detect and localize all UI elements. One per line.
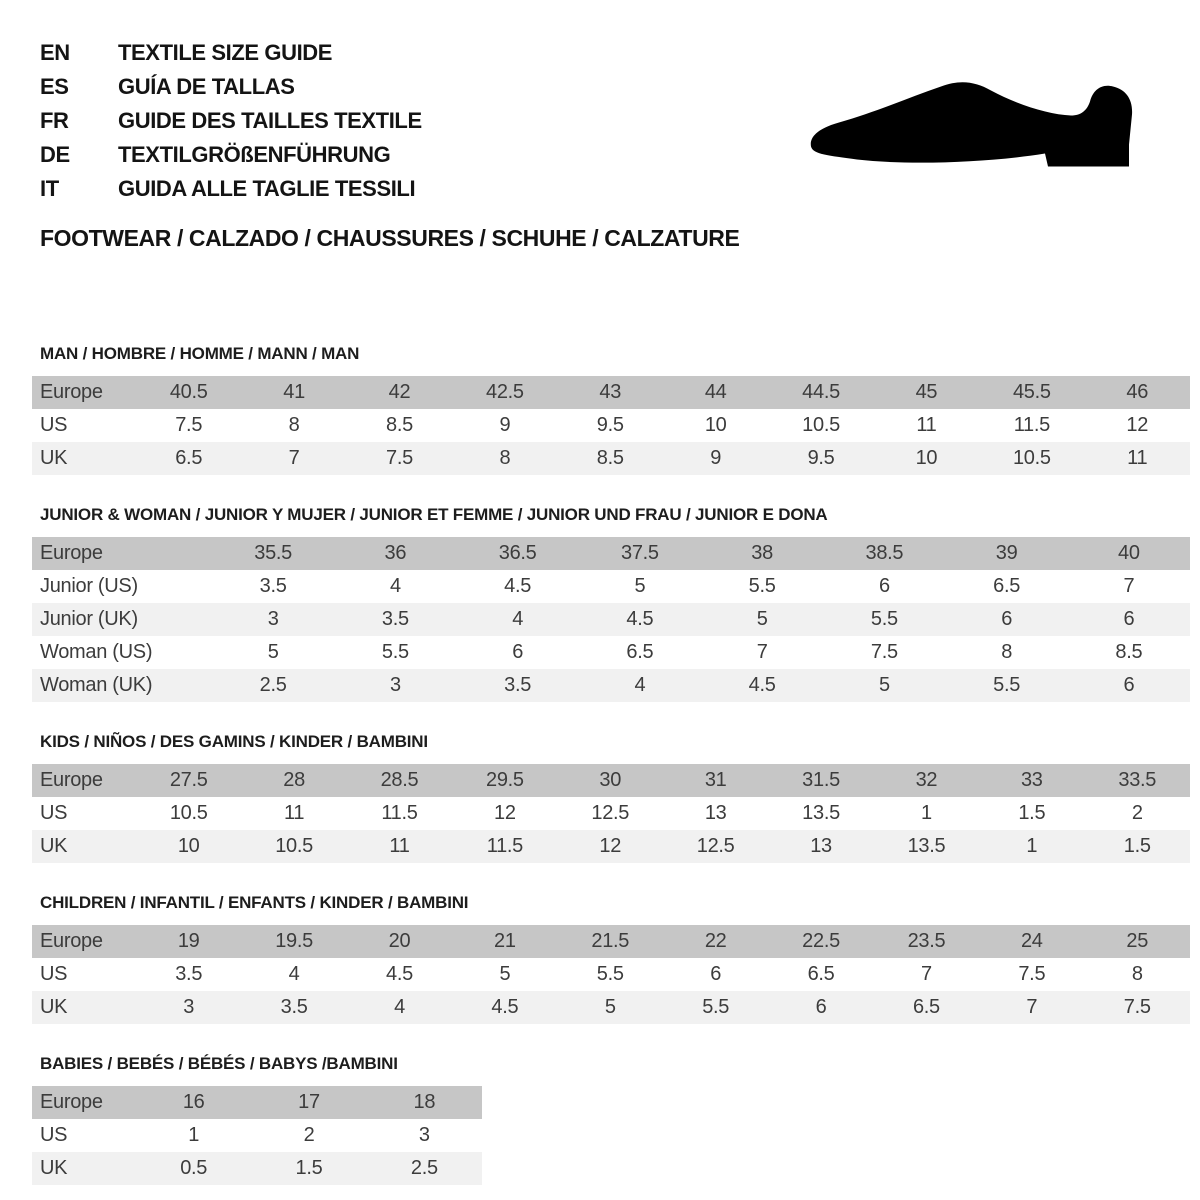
size-value: 10.5 <box>136 797 241 830</box>
size-value: 3.5 <box>334 603 456 636</box>
size-value: 25 <box>1085 925 1190 958</box>
size-value: 4.5 <box>701 669 823 702</box>
kids-size-table <box>32 764 1190 863</box>
junior-woman-row-junior-uk <box>32 603 1190 636</box>
size-value: 29.5 <box>452 764 557 797</box>
size-value: 41 <box>241 376 346 409</box>
babies-row-uk <box>32 1152 482 1185</box>
size-value: 10 <box>874 442 979 475</box>
row-label: Europe <box>32 764 136 797</box>
size-value: 40.5 <box>136 376 241 409</box>
size-value: 30 <box>558 764 663 797</box>
man-size-table <box>32 376 1190 475</box>
size-value: 5 <box>212 636 334 669</box>
size-value: 11.5 <box>979 409 1084 442</box>
size-value: 7 <box>701 636 823 669</box>
size-value: 3.5 <box>241 991 346 1024</box>
size-value: 31.5 <box>768 764 873 797</box>
size-value: 19.5 <box>241 925 346 958</box>
size-value: 21.5 <box>558 925 663 958</box>
row-label: UK <box>32 1152 136 1185</box>
size-value: 2 <box>1085 797 1190 830</box>
size-value: 3.5 <box>457 669 579 702</box>
size-value: 42 <box>347 376 452 409</box>
size-value: 4 <box>334 570 456 603</box>
size-value: 23.5 <box>874 925 979 958</box>
lang-code-es: ES <box>40 74 69 99</box>
size-value: 5 <box>579 570 701 603</box>
section-man-title: MAN / HOMBRE / HOMME / MANN / MAN <box>40 344 360 363</box>
size-value: 5.5 <box>663 991 768 1024</box>
lang-title-de: TEXTILGRÖßENFÜHRUNG <box>118 142 391 167</box>
size-value: 6 <box>1068 669 1190 702</box>
junior-woman-row-europe <box>32 537 1190 570</box>
size-value: 4 <box>579 669 701 702</box>
size-value: 6.5 <box>579 636 701 669</box>
children-row-us <box>32 958 1190 991</box>
junior-woman-size-table <box>32 537 1190 702</box>
children-row-europe <box>32 925 1190 958</box>
babies-size-table <box>32 1086 482 1185</box>
size-value: 6 <box>663 958 768 991</box>
size-value: 6.5 <box>768 958 873 991</box>
size-value: 3.5 <box>212 570 334 603</box>
size-value: 11 <box>1085 442 1190 475</box>
lang-code-it: IT <box>40 176 59 201</box>
size-value: 7.5 <box>347 442 452 475</box>
size-value: 3 <box>212 603 334 636</box>
size-value: 9.5 <box>558 409 663 442</box>
row-label: US <box>32 958 136 991</box>
lang-title-fr: GUIDE DES TAILLES TEXTILE <box>118 108 422 133</box>
size-value: 44 <box>663 376 768 409</box>
size-value: 35.5 <box>212 537 334 570</box>
size-value: 7 <box>241 442 346 475</box>
section-babies-title: BABIES / BEBÉS / BÉBÉS / BABYS /BAMBINI <box>40 1054 398 1073</box>
size-value: 10.5 <box>241 830 346 863</box>
size-value: 11 <box>874 409 979 442</box>
size-value: 2.5 <box>367 1152 482 1185</box>
row-label: Europe <box>32 537 212 570</box>
size-value: 8.5 <box>347 409 452 442</box>
size-value: 7.5 <box>979 958 1084 991</box>
size-value: 10.5 <box>979 442 1084 475</box>
size-value: 5 <box>823 669 945 702</box>
size-value: 8 <box>241 409 346 442</box>
section-junior-woman-title: JUNIOR & WOMAN / JUNIOR Y MUJER / JUNIOR ET FEMME / JUNIOR UND FRAU / JUNIOR E DONA <box>40 505 828 524</box>
size-value: 3 <box>136 991 241 1024</box>
size-value: 16 <box>136 1086 251 1119</box>
size-value: 1.5 <box>251 1152 366 1185</box>
size-value: 22 <box>663 925 768 958</box>
size-value: 1.5 <box>1085 830 1190 863</box>
size-value: 13.5 <box>874 830 979 863</box>
size-value: 7 <box>874 958 979 991</box>
children-row-uk <box>32 991 1190 1024</box>
lang-title-it: GUIDA ALLE TAGLIE TESSILI <box>118 176 416 201</box>
size-value: 6 <box>768 991 873 1024</box>
section-children-title: CHILDREN / INFANTIL / ENFANTS / KINDER / BAMBINI <box>40 893 469 912</box>
size-value: 13 <box>663 797 768 830</box>
size-value: 6.5 <box>946 570 1068 603</box>
kids-row-europe <box>32 764 1190 797</box>
kids-row-us <box>32 797 1190 830</box>
size-value: 6.5 <box>136 442 241 475</box>
size-value: 0.5 <box>136 1152 251 1185</box>
section-kids <box>32 732 1190 863</box>
size-value: 44.5 <box>768 376 873 409</box>
size-value: 4 <box>241 958 346 991</box>
row-label: UK <box>32 991 136 1024</box>
section-children <box>32 893 1190 1024</box>
size-value: 4.5 <box>347 958 452 991</box>
size-value: 36.5 <box>457 537 579 570</box>
size-value: 5.5 <box>701 570 823 603</box>
size-value: 33 <box>979 764 1084 797</box>
row-label: UK <box>32 830 136 863</box>
size-value: 8 <box>1085 958 1190 991</box>
size-value: 45.5 <box>979 376 1084 409</box>
size-value: 7.5 <box>1085 991 1190 1024</box>
size-value: 12.5 <box>663 830 768 863</box>
row-label: Europe <box>32 925 136 958</box>
size-value: 37.5 <box>579 537 701 570</box>
size-value: 45 <box>874 376 979 409</box>
row-label: US <box>32 1119 136 1152</box>
lang-row-en <box>40 36 1190 70</box>
size-value: 22.5 <box>768 925 873 958</box>
size-value: 20 <box>347 925 452 958</box>
size-value: 17 <box>251 1086 366 1119</box>
size-value: 13.5 <box>768 797 873 830</box>
size-value: 12.5 <box>558 797 663 830</box>
size-value: 24 <box>979 925 1084 958</box>
size-value: 1 <box>136 1119 251 1152</box>
row-label: Woman (US) <box>32 636 212 669</box>
size-value: 40 <box>1068 537 1190 570</box>
row-label: Junior (US) <box>32 570 212 603</box>
category-heading: FOOTWEAR / CALZADO / CHAUSSURES / SCHUHE / CALZATURE <box>40 225 740 251</box>
kids-row-uk <box>32 830 1190 863</box>
size-value: 12 <box>452 797 557 830</box>
size-value: 2 <box>251 1119 366 1152</box>
size-value: 5.5 <box>558 958 663 991</box>
size-value: 43 <box>558 376 663 409</box>
size-value: 4.5 <box>457 570 579 603</box>
size-value: 7.5 <box>823 636 945 669</box>
size-value: 5 <box>558 991 663 1024</box>
size-value: 36 <box>334 537 456 570</box>
junior-woman-row-woman-uk <box>32 669 1190 702</box>
section-babies <box>32 1054 1190 1185</box>
size-value: 9 <box>663 442 768 475</box>
size-value: 18 <box>367 1086 482 1119</box>
size-value: 5.5 <box>334 636 456 669</box>
size-value: 3 <box>367 1119 482 1152</box>
size-value: 12 <box>1085 409 1190 442</box>
size-value: 32 <box>874 764 979 797</box>
size-value: 3 <box>334 669 456 702</box>
size-value: 1 <box>874 797 979 830</box>
size-value: 7 <box>979 991 1084 1024</box>
row-label: Junior (UK) <box>32 603 212 636</box>
size-value: 6 <box>823 570 945 603</box>
size-value: 46 <box>1085 376 1190 409</box>
row-label: Europe <box>32 1086 136 1119</box>
size-value: 42.5 <box>452 376 557 409</box>
size-value: 9 <box>452 409 557 442</box>
size-value: 33.5 <box>1085 764 1190 797</box>
size-value: 6.5 <box>874 991 979 1024</box>
lang-code-de: DE <box>40 142 70 167</box>
size-value: 6 <box>946 603 1068 636</box>
section-junior-woman <box>32 505 1190 702</box>
size-value: 11.5 <box>347 797 452 830</box>
size-value: 10 <box>136 830 241 863</box>
size-value: 1 <box>979 830 1084 863</box>
row-label: US <box>32 797 136 830</box>
size-value: 13 <box>768 830 873 863</box>
lang-title-en: TEXTILE SIZE GUIDE <box>118 40 333 65</box>
size-value: 1.5 <box>979 797 1084 830</box>
row-label: UK <box>32 442 136 475</box>
lang-code-en: EN <box>40 40 70 65</box>
size-value: 10 <box>663 409 768 442</box>
size-value: 9.5 <box>768 442 873 475</box>
row-label: Europe <box>32 376 136 409</box>
section-kids-title: KIDS / NIÑOS / DES GAMINS / KINDER / BAMBINI <box>40 732 428 751</box>
size-value: 10.5 <box>768 409 873 442</box>
man-row-europe <box>32 376 1190 409</box>
size-value: 7.5 <box>136 409 241 442</box>
size-value: 28.5 <box>347 764 452 797</box>
size-value: 8.5 <box>1068 636 1190 669</box>
junior-woman-row-woman-us <box>32 636 1190 669</box>
size-value: 11 <box>241 797 346 830</box>
size-value: 39 <box>946 537 1068 570</box>
babies-row-us <box>32 1119 482 1152</box>
size-value: 31 <box>663 764 768 797</box>
row-label: Woman (UK) <box>32 669 212 702</box>
lang-title-es: GUÍA DE TALLAS <box>118 74 295 99</box>
size-value: 11 <box>347 830 452 863</box>
size-value: 4 <box>457 603 579 636</box>
size-value: 5.5 <box>946 669 1068 702</box>
size-value: 8 <box>946 636 1068 669</box>
junior-woman-row-junior-us <box>32 570 1190 603</box>
size-value: 5.5 <box>823 603 945 636</box>
size-value: 27.5 <box>136 764 241 797</box>
section-man <box>32 344 1190 475</box>
size-value: 21 <box>452 925 557 958</box>
size-value: 11.5 <box>452 830 557 863</box>
size-value: 19 <box>136 925 241 958</box>
size-value: 2.5 <box>212 669 334 702</box>
man-row-uk <box>32 442 1190 475</box>
babies-row-europe <box>32 1086 482 1119</box>
size-value: 6 <box>457 636 579 669</box>
row-label: US <box>32 409 136 442</box>
man-row-us <box>32 409 1190 442</box>
size-value: 38.5 <box>823 537 945 570</box>
size-value: 4 <box>347 991 452 1024</box>
size-value: 6 <box>1068 603 1190 636</box>
size-value: 12 <box>558 830 663 863</box>
size-value: 28 <box>241 764 346 797</box>
size-value: 5 <box>701 603 823 636</box>
size-value: 4.5 <box>452 991 557 1024</box>
shoe-icon <box>805 74 1142 188</box>
children-size-table <box>32 925 1190 1024</box>
size-value: 5 <box>452 958 557 991</box>
size-value: 38 <box>701 537 823 570</box>
size-value: 3.5 <box>136 958 241 991</box>
size-value: 7 <box>1068 570 1190 603</box>
size-value: 4.5 <box>579 603 701 636</box>
size-value: 8 <box>452 442 557 475</box>
lang-code-fr: FR <box>40 108 69 133</box>
size-value: 8.5 <box>558 442 663 475</box>
